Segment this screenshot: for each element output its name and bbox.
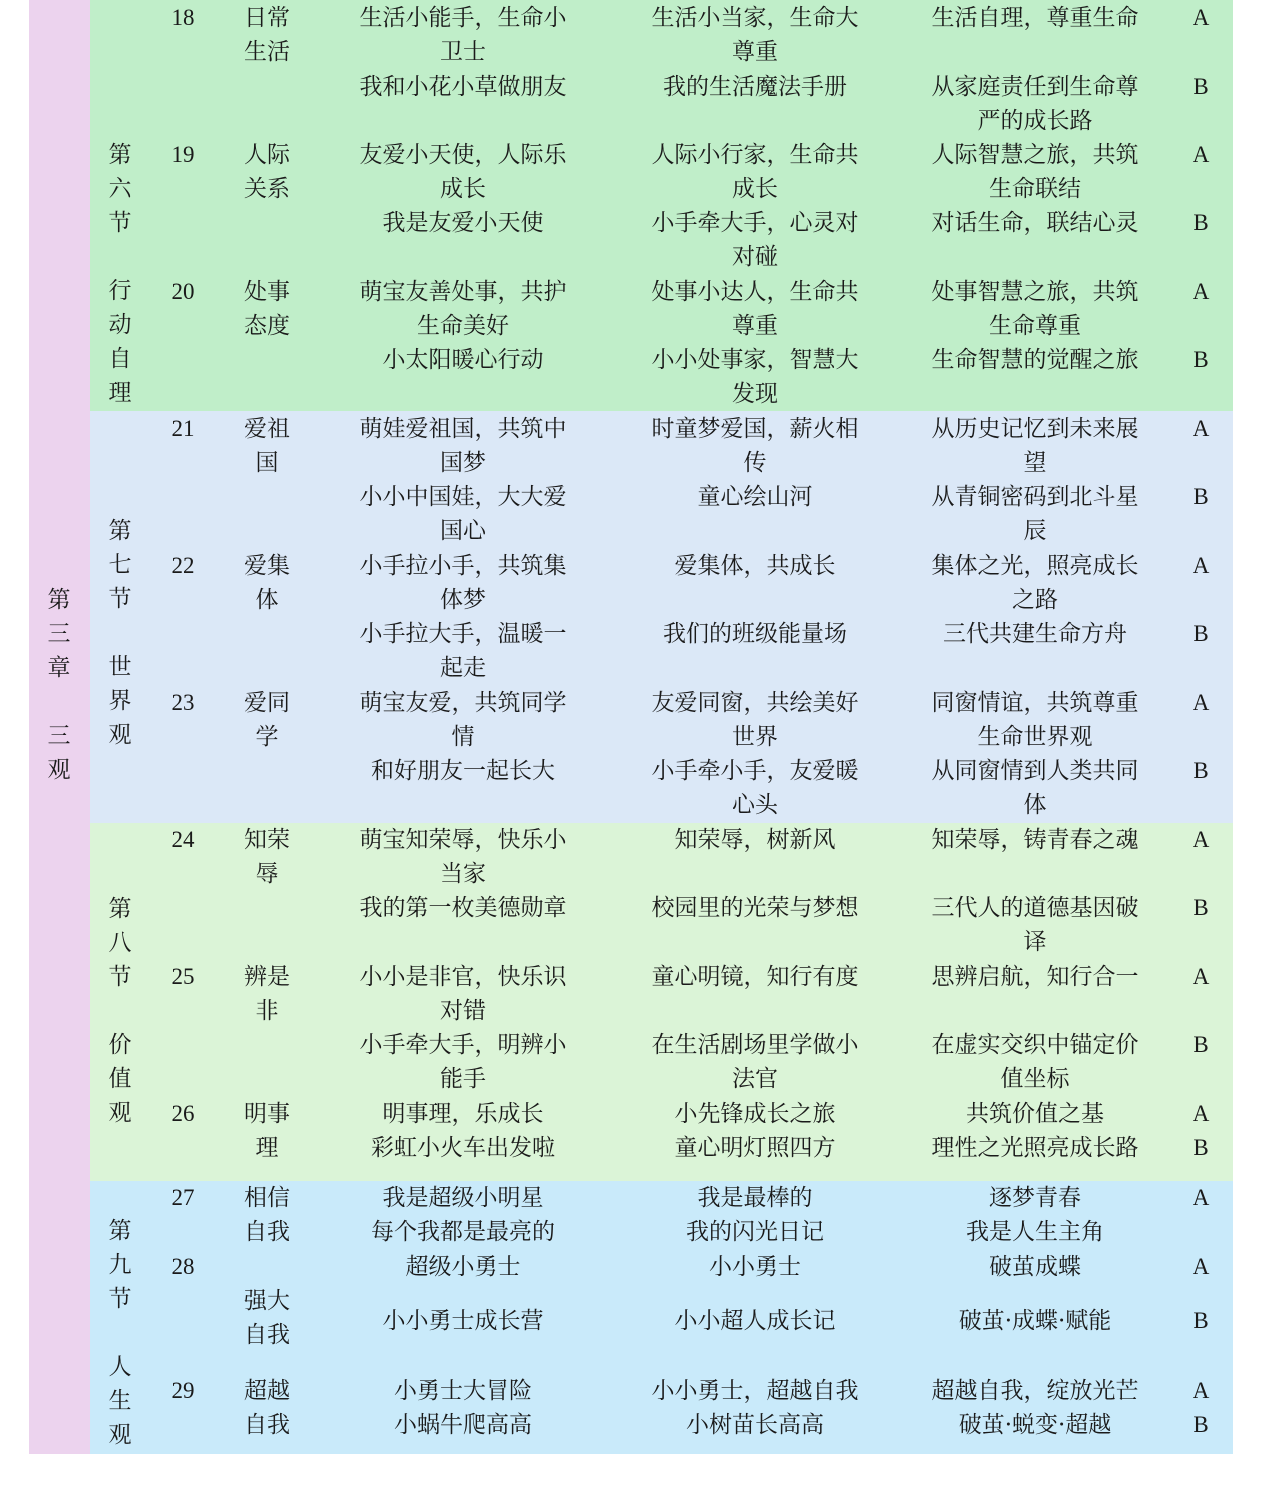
lesson-topic: 人际 关系 (244, 142, 290, 202)
activity-cell-a: 生活小能手，生命小 卫士 (359, 5, 567, 65)
activity-cell-a: 超级小勇士 (405, 1254, 521, 1280)
lesson-number: 20 (171, 279, 195, 304)
activity-cell-a: 小小勇士成长营 (382, 1308, 544, 1334)
lesson-number: 21 (171, 416, 195, 441)
level-marker: A (1192, 553, 1210, 578)
activity-cell-c: 人际智慧之旅，共筑 生命联结 (931, 142, 1139, 202)
level-marker: A (1192, 5, 1210, 30)
activity-cell-b: 我的闪光日记 (686, 1219, 824, 1245)
section-label: 第 八 节 价 值 观 (108, 896, 132, 1126)
activity-cell-c: 逐梦青春 (989, 1185, 1081, 1211)
activity-cell-b: 我们的班级能量场 (663, 621, 847, 647)
lesson-number: 24 (171, 827, 195, 852)
activity-cell-a: 萌宝知荣辱，快乐小 当家 (359, 827, 567, 887)
lesson-number: 27 (171, 1185, 195, 1210)
level-marker: B (1193, 621, 1209, 646)
activity-cell-c: 共筑价值之基 (966, 1101, 1104, 1127)
section-label: 第 七 节 世 界 观 (108, 518, 132, 748)
activity-cell-c: 我是人生主角 (966, 1219, 1104, 1245)
activity-cell-a: 明事理，乐成长 (382, 1101, 544, 1127)
section-label: 第 六 节 行 动 自 理 (108, 142, 132, 406)
level-marker: B (1193, 74, 1209, 99)
activity-cell-c: 从历史记忆到未来展 望 (931, 416, 1139, 476)
activity-cell-a: 小太阳暖心行动 (382, 347, 544, 373)
lesson-topic: 处事 态度 (244, 279, 290, 339)
level-marker: A (1192, 964, 1210, 989)
activity-cell-b: 在生活剧场里学做小 法官 (651, 1032, 859, 1092)
activity-cell-c: 集体之光，照亮成长 之路 (931, 553, 1139, 613)
level-marker: A (1192, 827, 1210, 852)
level-marker: A (1192, 1378, 1210, 1403)
lesson-number: 18 (171, 5, 195, 30)
activity-cell-c: 理性之光照亮成长路 (931, 1135, 1139, 1161)
lesson-topic: 爱同 学 (244, 690, 290, 750)
activity-cell-b: 我的生活魔法手册 (663, 74, 847, 100)
activity-cell-a: 萌宝友善处事，共护 生命美好 (359, 279, 567, 339)
activity-cell-c: 超越自我，绽放光芒 (931, 1378, 1139, 1404)
activity-cell-b: 小小勇士 (709, 1254, 801, 1280)
activity-cell-a: 小手牵大手，明辨小 能手 (359, 1032, 567, 1092)
activity-cell-b: 我是最棒的 (697, 1185, 813, 1211)
activity-cell-b: 校园里的光荣与梦想 (651, 895, 859, 921)
activity-cell-b: 小小勇士，超越自我 (651, 1378, 859, 1404)
activity-cell-c: 破茧·成蝶·赋能 (958, 1308, 1112, 1334)
activity-cell-b: 知荣辱，树新风 (674, 827, 836, 853)
activity-cell-c: 从同窗情到人类共同 体 (931, 758, 1139, 818)
activity-cell-c: 破茧·蜕变·超越 (958, 1412, 1112, 1438)
activity-cell-c: 生命智慧的觉醒之旅 (931, 347, 1139, 373)
activity-cell-a: 小蜗牛爬高高 (394, 1412, 532, 1438)
activity-cell-a: 萌娃爱祖国，共筑中 国梦 (359, 416, 567, 476)
level-marker: B (1193, 210, 1209, 235)
level-marker: B (1193, 484, 1209, 509)
lesson-number: 23 (171, 690, 195, 715)
level-marker: A (1192, 279, 1210, 304)
activity-cell-a: 小手拉大手，温暖一 起走 (359, 621, 567, 681)
activity-cell-a: 每个我都是最亮的 (371, 1219, 555, 1245)
level-marker: A (1192, 1101, 1210, 1126)
activity-cell-b: 童心明镜，知行有度 (651, 964, 859, 990)
lesson-number: 28 (171, 1254, 195, 1279)
activity-cell-a: 我和小花小草做朋友 (359, 74, 567, 100)
level-marker: B (1193, 1032, 1209, 1057)
lesson-topic: 爱祖 国 (244, 416, 290, 476)
activity-cell-c: 三代共建生命方舟 (943, 621, 1127, 647)
activity-cell-c: 同窗情谊，共筑尊重 生命世界观 (931, 690, 1139, 750)
chapter-label: 第 三 章 三 观 (47, 587, 71, 783)
lesson-topic: 知荣 辱 (244, 827, 290, 887)
lesson-number: 19 (171, 142, 195, 167)
activity-cell-a: 小勇士大冒险 (394, 1378, 532, 1404)
lesson-topic: 明事 理 (244, 1101, 290, 1161)
lesson-topic: 相信 自我 (244, 1185, 290, 1245)
activity-cell-c: 三代人的道德基因破 译 (931, 895, 1139, 955)
level-marker: B (1193, 347, 1209, 372)
lesson-number: 26 (171, 1101, 195, 1126)
level-marker: A (1192, 690, 1210, 715)
activity-cell-a: 小小中国娃，大大爱 国心 (359, 484, 567, 544)
activity-cell-c: 知荣辱，铸青春之魂 (931, 827, 1139, 853)
activity-cell-b: 小小超人成长记 (674, 1308, 836, 1334)
activity-cell-a: 友爱小天使，人际乐 成长 (359, 142, 567, 202)
level-marker: A (1192, 416, 1210, 441)
lesson-topic: 超越 自我 (244, 1378, 290, 1438)
activity-cell-a: 我的第一枚美德勋章 (359, 895, 567, 921)
activity-cell-c: 对话生命，联结心灵 (931, 210, 1139, 236)
activity-cell-b: 小小处事家，智慧大 发现 (651, 347, 859, 407)
activity-cell-b: 爱集体，共成长 (674, 553, 836, 579)
activity-cell-c: 生活自理，尊重生命 (931, 5, 1139, 31)
activity-cell-b: 小树苗长高高 (686, 1412, 824, 1438)
lesson-topic: 强大 自我 (244, 1288, 290, 1348)
lesson-number: 29 (171, 1378, 195, 1403)
lesson-number: 22 (171, 553, 195, 578)
activity-cell-c: 破茧成蝶 (989, 1254, 1081, 1280)
level-marker: A (1192, 1185, 1210, 1210)
activity-cell-c: 思辨启航，知行合一 (931, 964, 1139, 990)
lesson-number: 25 (171, 964, 195, 989)
activity-cell-b: 小手牵大手，心灵对 对碰 (651, 210, 859, 270)
activity-cell-b: 童心绘山河 (697, 484, 813, 510)
lesson-topic: 日常 生活 (244, 5, 290, 65)
activity-cell-c: 从青铜密码到北斗星 辰 (931, 484, 1139, 544)
lesson-topic: 爱集 体 (244, 553, 290, 613)
activity-cell-b: 童心明灯照四方 (674, 1135, 836, 1161)
activity-cell-b: 时童梦爱国，薪火相 传 (651, 416, 859, 476)
activity-cell-a: 萌宝友爱，共筑同学 情 (359, 690, 567, 750)
level-marker: A (1192, 1254, 1210, 1279)
activity-cell-a: 小手拉小手，共筑集 体梦 (359, 553, 567, 613)
activity-cell-a: 我是友爱小天使 (382, 210, 544, 236)
activity-cell-b: 人际小行家，生命共 成长 (651, 142, 859, 202)
activity-cell-b: 小手牵小手，友爱暖 心头 (651, 758, 859, 818)
level-marker: B (1193, 895, 1209, 920)
level-marker: B (1193, 758, 1209, 783)
activity-cell-a: 和好朋友一起长大 (371, 758, 555, 784)
lesson-topic: 辨是 非 (244, 964, 290, 1024)
activity-cell-c: 处事智慧之旅，共筑 生命尊重 (931, 279, 1139, 339)
level-marker: A (1192, 142, 1210, 167)
level-marker: B (1193, 1412, 1209, 1437)
activity-cell-b: 生活小当家，生命大 尊重 (651, 5, 859, 65)
activity-cell-a: 我是超级小明星 (382, 1185, 544, 1211)
activity-cell-b: 小先锋成长之旅 (674, 1101, 836, 1127)
activity-cell-b: 友爱同窗，共绘美好 世界 (651, 690, 859, 750)
activity-cell-c: 在虚实交织中锚定价 值坐标 (931, 1032, 1139, 1092)
activity-cell-b: 处事小达人，生命共 尊重 (651, 279, 859, 339)
activity-cell-a: 小小是非官，快乐识 对错 (359, 964, 567, 1024)
activity-cell-a: 彩虹小火车出发啦 (371, 1135, 555, 1161)
section-label: 第 九 节 人 生 观 (108, 1218, 132, 1448)
level-marker: B (1193, 1135, 1209, 1160)
level-marker: B (1193, 1308, 1209, 1333)
activity-cell-c: 从家庭责任到生命尊 严的成长路 (931, 74, 1139, 134)
